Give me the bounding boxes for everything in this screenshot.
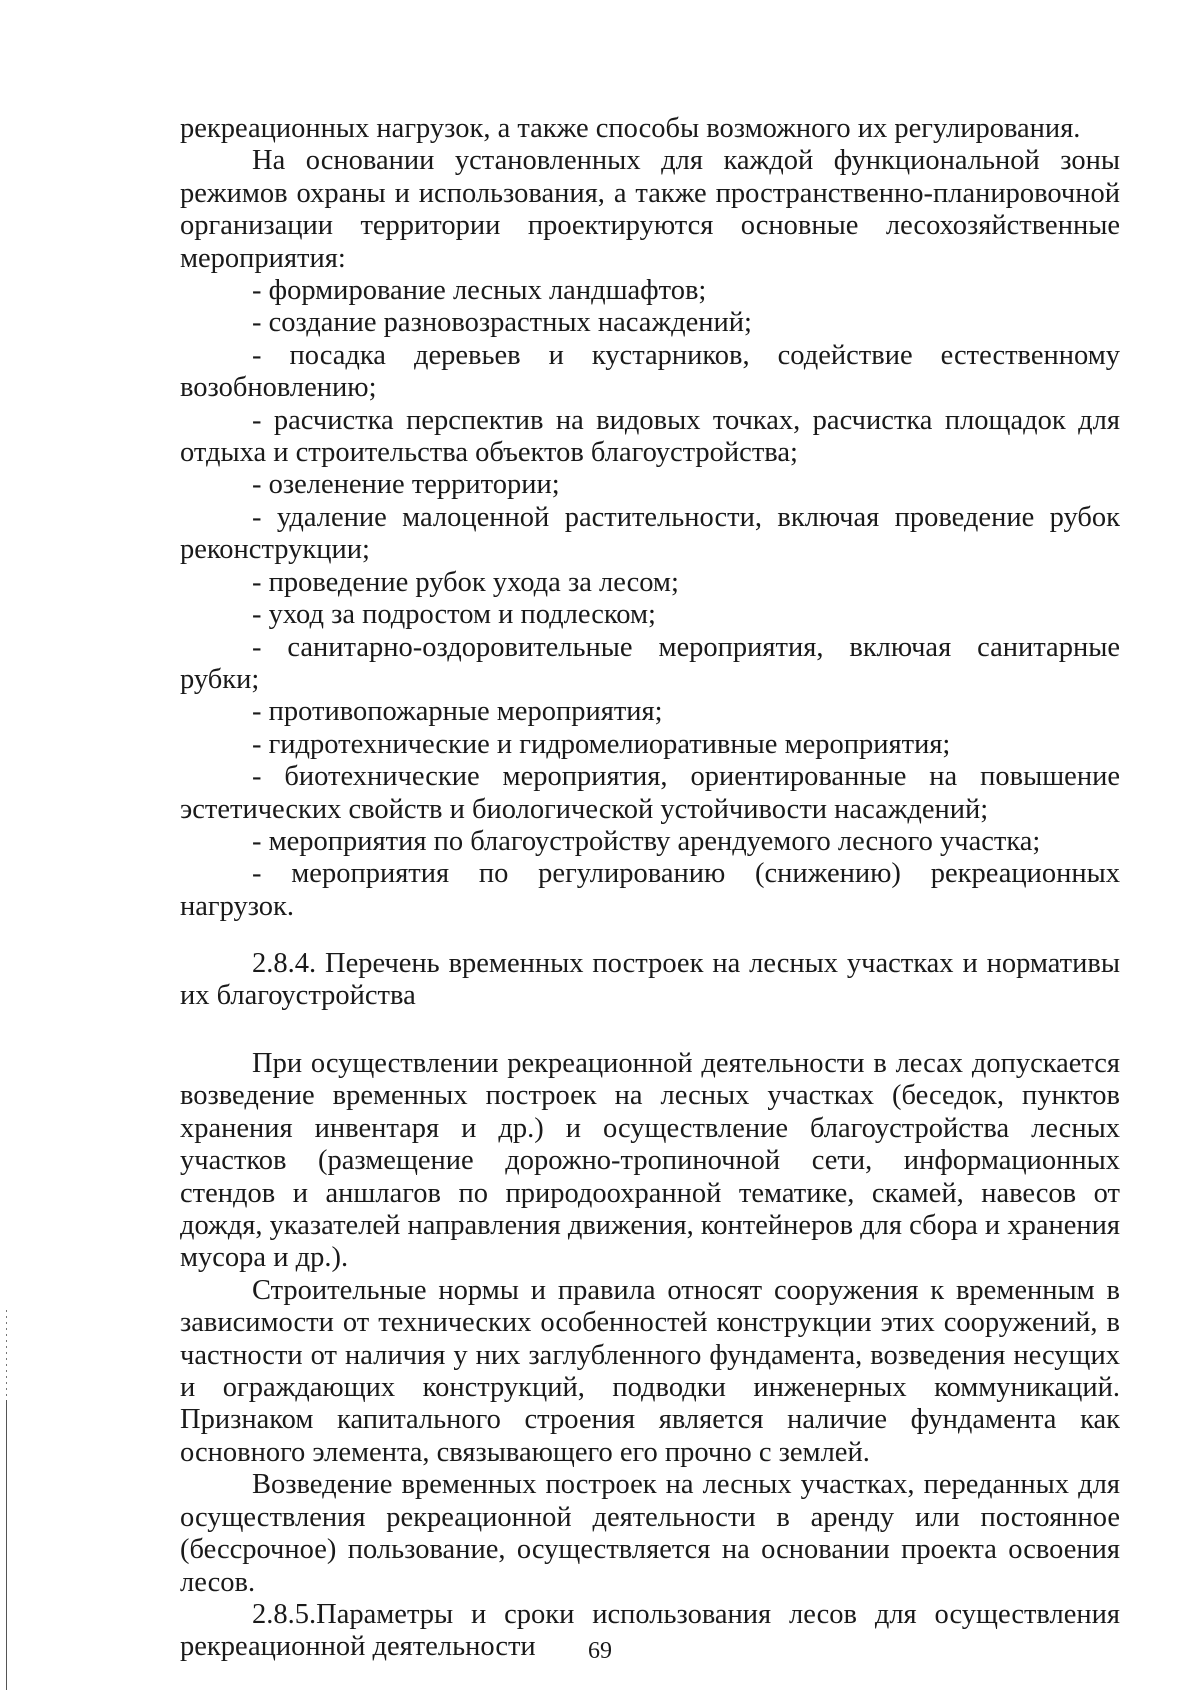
paragraph: Возведение временных построек на лесных участках, переданных для осуществления рекреационной деятельности в аренду или постоянное (бессрочное) пользование, осуществляется на основании проекта освоения лесов. xyxy=(180,1469,1120,1598)
body-text-bottom xyxy=(180,1048,1120,1664)
scan-edge-line xyxy=(6,1400,7,1690)
list-item: - озеленение территории; xyxy=(252,469,560,501)
section-heading-block xyxy=(180,948,1120,1013)
paragraph-continuation: рекреационных нагрузок, а также способы возможного их регулирования. xyxy=(180,113,1081,144)
list-item: - биотехнические мероприятия, ориентированные на повышение эстетических свойств и биологической устойчивости насаждений; xyxy=(180,761,1120,825)
section-heading: 2.8.5.Параметры и сроки использования лесов для осуществления рекреационной деятельности xyxy=(180,1598,1120,1663)
paragraph-intro: На основании установленных для каждой функциональной зоны режимов охраны и использования, а также пространственно-планировочной организации территории проектируются основные лесохозяйственные мероприятия: xyxy=(180,145,1120,274)
body-text-top xyxy=(180,113,1120,923)
list-item: - формирование лесных ландшафтов; xyxy=(252,275,707,307)
section-heading: 2.8.4. Перечень временных построек на лесных участках и нормативы их благоустройства xyxy=(180,948,1120,1012)
list-item: - мероприятия по благоустройству арендуемого лесного участка; xyxy=(252,825,1041,857)
scan-edge-mark xyxy=(6,1310,7,1400)
page-number: 69 xyxy=(588,1638,612,1664)
list-item: - удаление малоценной растительности, включая проведение рубок реконструкции; xyxy=(180,501,1120,566)
list-item: - мероприятия по регулированию (снижению) рекреационных нагрузок. xyxy=(180,858,1120,922)
list-item: - создание разновозрастных насаждений; xyxy=(252,307,752,339)
list-item: - уход за подростом и подлеском; xyxy=(252,599,656,631)
list-item: - санитарно-оздоровительные мероприятия, включая санитарные рубки; xyxy=(180,631,1120,695)
list-item: - расчистка перспектив на видовых точках, расчистка площадок для отдыха и строительства объектов благоустройства; xyxy=(180,404,1120,469)
list-item: - проведение рубок ухода за лесом; xyxy=(252,566,679,598)
list-item: - посадка деревьев и кустарников, содействие естественному возобновлению; xyxy=(180,339,1120,404)
paragraph: При осуществлении рекреационной деятельности в лесах допускается возведение временных построек на лесных участках (беседок, пунктов хранения инвентаря и др.) и осуществление благоустройства лесных участков (размещение дорожно-тропиночной сети, информационных стендов и аншлагов по природоохранной тематике, скамей, навесов от дождя, указателей направления движения, контейнеров для сбора и хранения мусора и др.). xyxy=(180,1048,1120,1274)
list-item: - гидротехнические и гидромелиоративные мероприятия; xyxy=(252,728,951,760)
paragraph: Строительные нормы и правила относят сооружения к временным в зависимости от технических особенностей конструкции этих сооружений, в частности от наличия у них заглубленного фундамента, возведения несущих и ограждающих конструкций, подводки инженерных коммуникаций. Признаком капитального строения является наличие фундамента как основного элемента, связывающего его прочно с землей. xyxy=(180,1274,1120,1468)
list-item: - противопожарные мероприятия; xyxy=(252,696,663,728)
